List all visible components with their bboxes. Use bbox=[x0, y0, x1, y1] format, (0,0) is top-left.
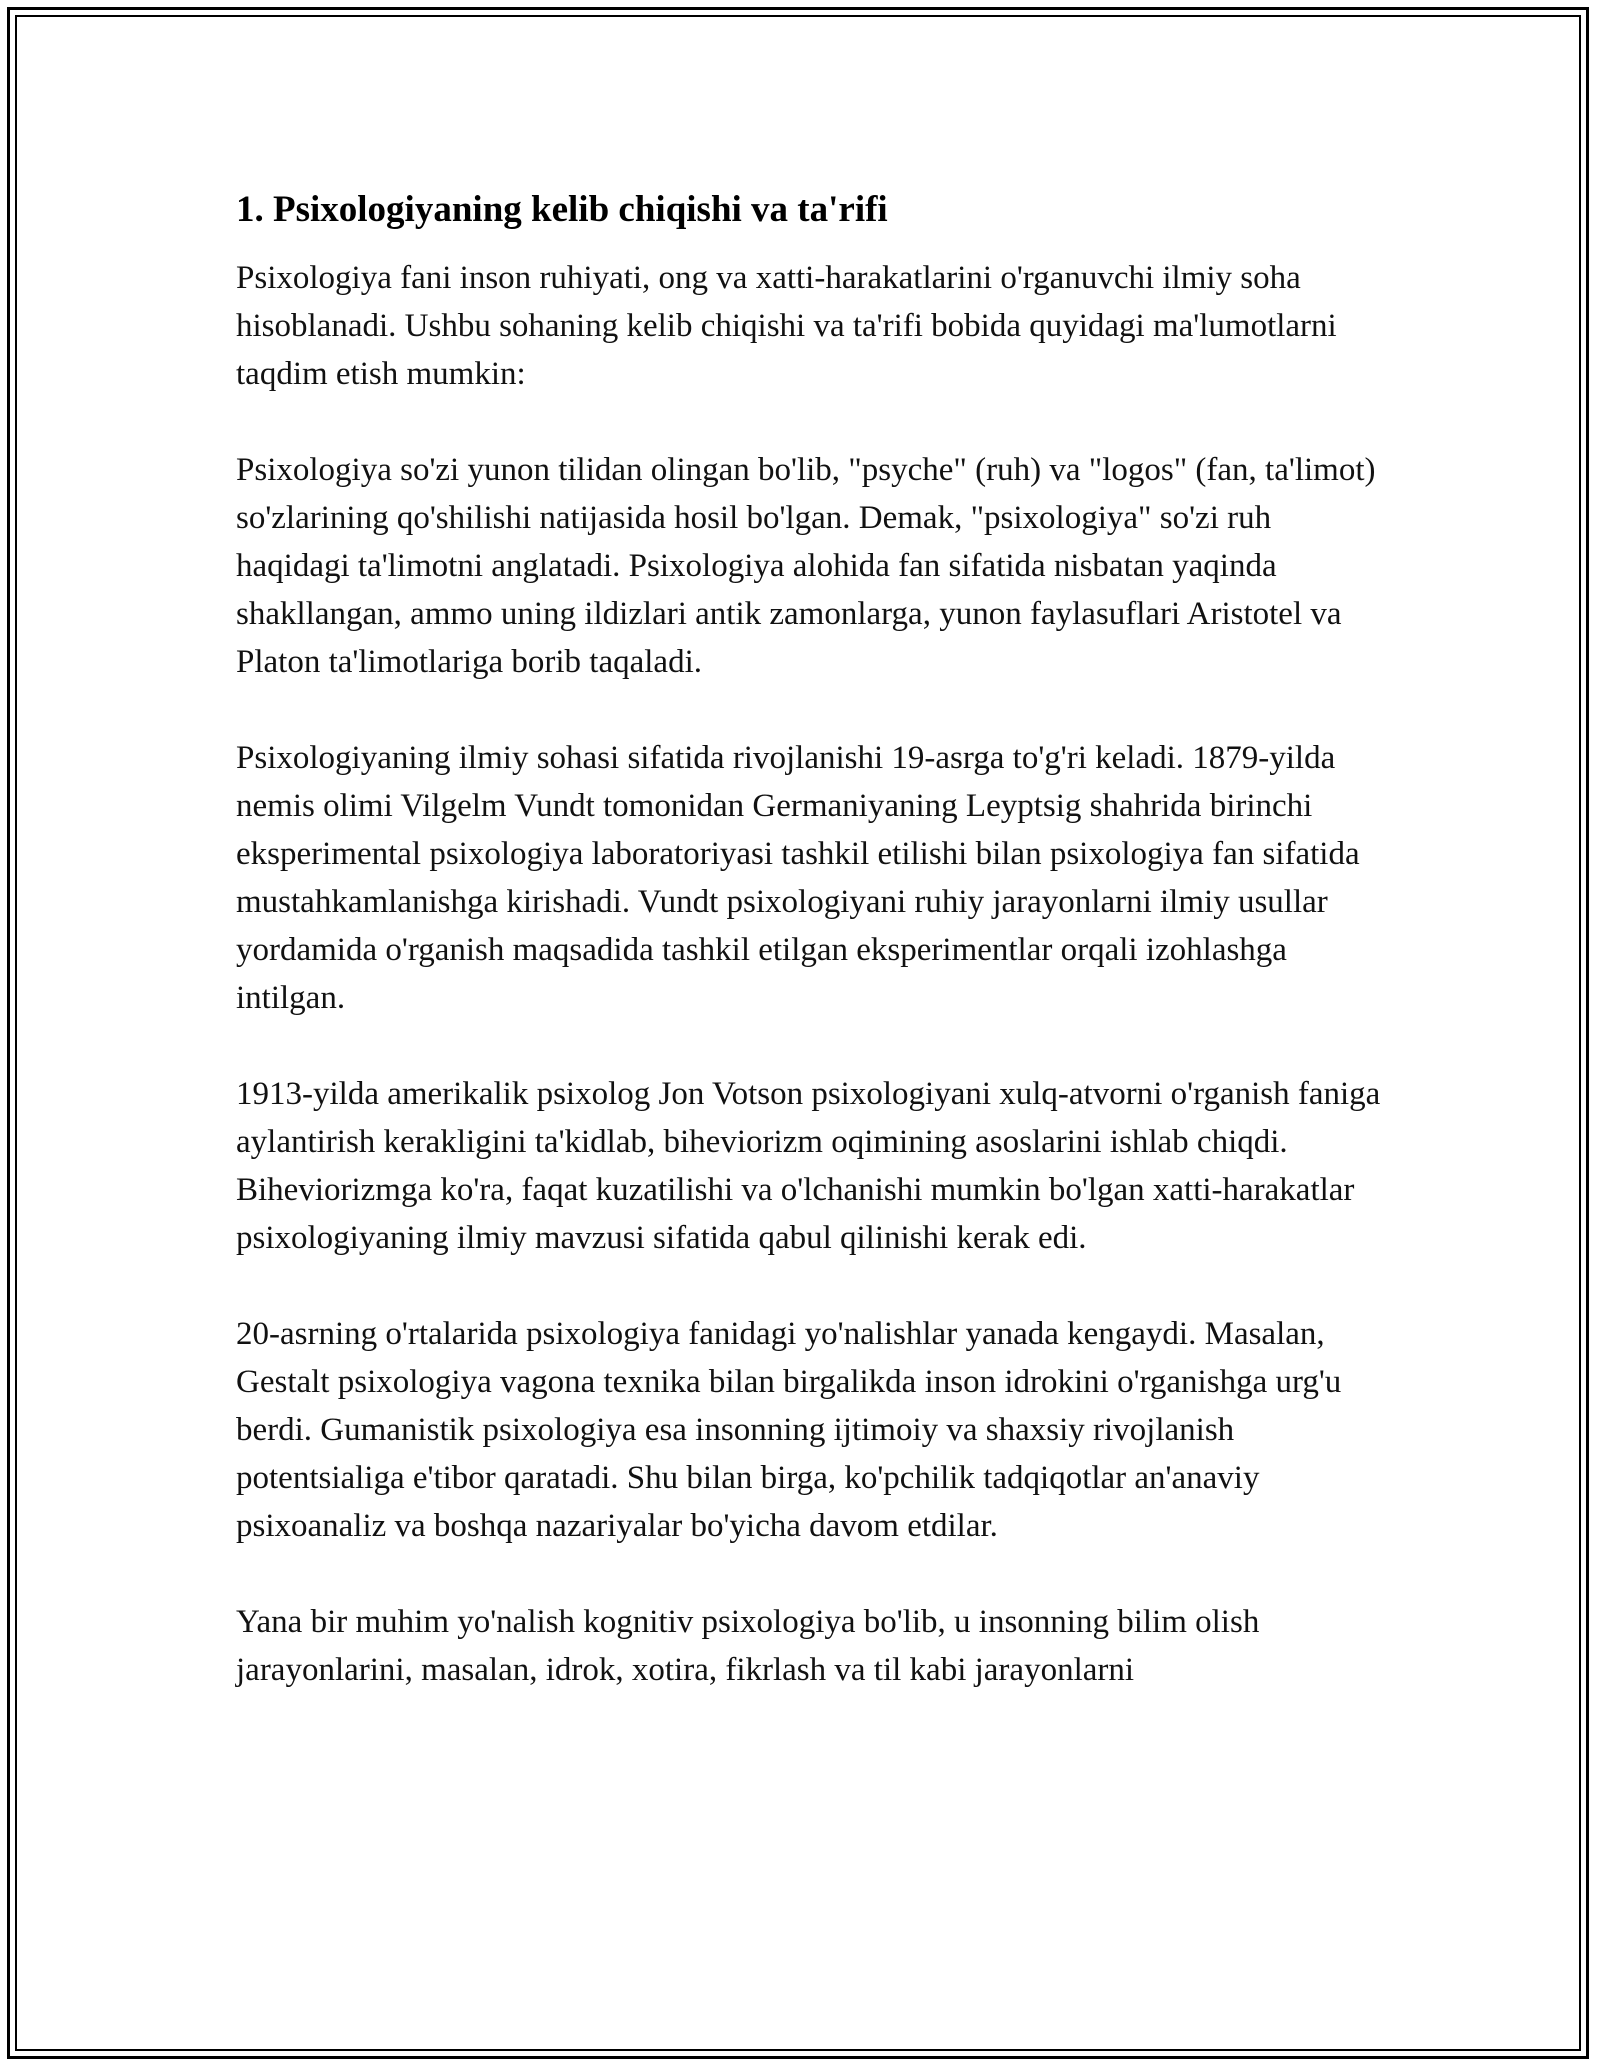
paragraph-cognitive: Yana bir muhim yo'nalish kognitiv psixologiya bo'lib, u insonning bilim olish jarayonlarini, masalan, idrok, xotira, fikrlash va til kabi jarayonlarni bbox=[236, 1604, 1260, 1688]
paragraph-watson: 1913-yilda amerikalik psixolog Jon Votson psixologiyani xulq-atvorni o'rganish faniga aylantirish kerakligini ta'kidlab, biheviorizm oqimining asoslarini ishlab chiqdi. Biheviorizmga ko'ra, faqat kuzatilishi va o'lchanishi mumkin bo'lgan xatti-harakatlar psixologiyaning ilmiy mavzusi sifatida qabul qilinishi kerak edi. bbox=[236, 1076, 1381, 1256]
paragraph-intro: Psixologiya fani inson ruhiyati, ong va xatti-harakatlarini o'rganuvchi ilmiy soha hisoblanadi. Ushbu sohaning kelib chiqishi va ta'rifi bobida quyidagi ma'lumotlarni taqdim etish mumkin: bbox=[236, 260, 1337, 392]
paragraph-wundt: Psixologiyaning ilmiy sohasi sifatida rivojlanishi 19-asrga to'g'ri keladi. 1879-yilda nemis olimi Vilgelm Vundt tomonidan Germaniyaning Leyptsig shahrida birinchi eksperimental psixologiya laboratoriyasi tashkil etilishi bilan psixologiya fan sifatida mustahkamlanishga kirishadi. Vundt psixologiyani ruhiy jarayonlarni ilmiy usullar yordamida o'rganish maqsadida tashkil etilgan eksperimentlar orqali izohlashga intilgan. bbox=[236, 740, 1360, 1016]
section-heading: 1. Psixologiyaning kelib chiqishi va ta'rifi bbox=[236, 189, 888, 230]
paragraph-etymology: Psixologiya so'zi yunon tilidan olingan bo'lib, "psyche" (ruh) va "logos" (fan, ta'limot) so'zlarining qo'shilishi natijasida hosil bo'lgan. Demak, "psixologiya" so'zi ruh haqidagi ta'limotni anglatadi. Psixologiya alohida fan sifatida nisbatan yaqinda shakllangan, ammo uning ildizlari antik zamonlarga, yunon faylasuflari Aristotel va Platon ta'limotlariga borib taqaladi. bbox=[236, 452, 1376, 680]
paragraph-20th-century: 20-asrning o'rtalarida psixologiya fanidagi yo'nalishlar yanada kengaydi. Masalan, Gestalt psixologiya vagona texnika bilan birgalikda inson idrokini o'rganishga urg'u berdi. Gumanistik psixologiya esa insonning ijtimoiy va shaxsiy rivojlanish potentsialiga e'tibor qaratadi. Shu bilan birga, ko'pchilik tadqiqotlar an'anaviy psixoanaliz va boshqa nazariyalar bo'yicha davom etdilar. bbox=[236, 1316, 1342, 1544]
document-body bbox=[236, 186, 1386, 1742]
